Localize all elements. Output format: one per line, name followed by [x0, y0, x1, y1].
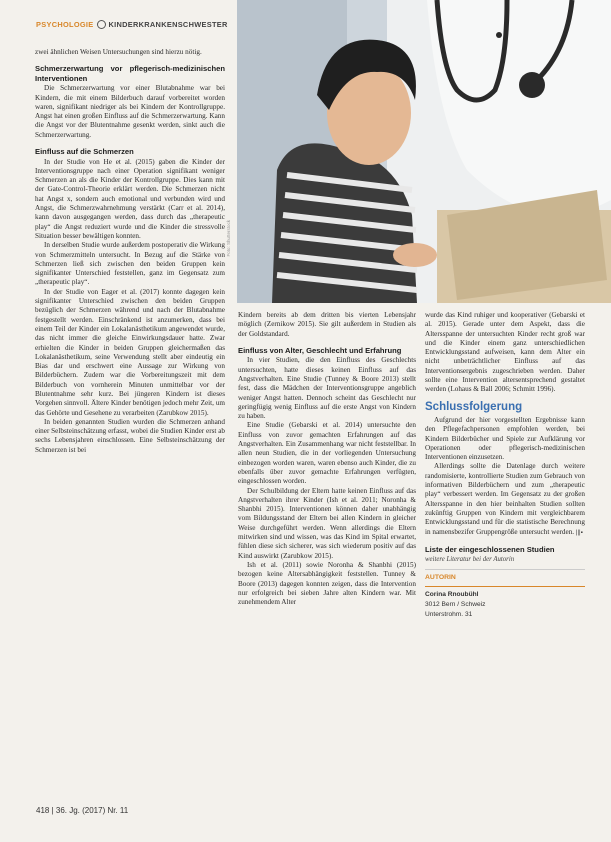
magazine-name: KINDERKRANKENSCHWESTER [108, 19, 228, 29]
photo-illustration [237, 0, 611, 303]
section-label: PSYCHOLOGIE [36, 19, 94, 29]
paragraph: In der Studie von Eager et al. (2017) konnte dagegen kein signifikanter Unterschied zwischen den beiden Gruppen bezüglich der Schmerzen während und nach der Blutabnahme festgestellt werden. Einschränkend ist anzumerken, dass bei einem Teil der Kinder ein Lokalanästhetikum angewendet wurde, das nicht immer die gleiche Einwirkungsdauer hatte. Zwar erhielten die Kinder in beiden Gruppen gleichermaßen das Lokalanästhetikum, seine Verwendung stellt aber eindeutig ein Bias dar und erschwert eine Aussage zur Wirkung von Bilderbüchern. Zudem war die Vorbereitungszeit mit dem Bilderbuch von vornherein Minuten unmittelbar vor der Blutentnahme sehr kurz. Bei jüngeren Kindern ist dieses Vorgehen sinnvoll. Ältere Kinder benötigen jedoch mehr Zeit, um das Gehörte und Gesehene zu verarbeiten (Zarubkow 2015). [35, 287, 225, 417]
paragraph: wurde das Kind ruhiger und kooperativer (Gebarski et al. 2015). Gerade unter dem Aspekt, dass die Altersspanne der untersuchten Kinder recht groß war und die Kinder einem ganz unterschiedlichen Entwicklungsstand aufweisen, kann dem Alter ein nicht unbeträchtlicher Einfluss auf das Interventionsergebnis zugeschrieben werden. Daher sollte eine Intervention altersentsprechend gestaltet werden (Lohaus & Ball 2006; Schmitt 1996). [425, 311, 585, 394]
column-2 [238, 311, 416, 607]
author-name: Corina Rnoubühl [425, 590, 479, 598]
paragraph: Aufgrund der hier vorgestellten Ergebnisse kann den Pflegefachpersonen empfohlen werden, bei Kindern Bilderbücher und Spiele zur Aufklärung vor Operationen oder pflegerisch-medizinischen Interventionen einzusetzen. [425, 415, 585, 462]
literature-note: weitere Literatur bei der Autorin [425, 556, 515, 564]
paragraph: Die Schmerzerwartung vor einer Blutabnahme war bei Kindern, die mit einem Bilderbuch darauf vorbereitet worden waren, signifikant niedriger als bei Kindern der Kontrollgruppe. Angst hat einen großen Einfluss auf die Schmerzerwartung. Kann die Angst vor der Blutentnahme gesenkt werden, sinkt auch die Schmerzerwartung. [35, 84, 225, 139]
paragraph [425, 462, 585, 537]
page-footer: 418 | 36. Jg. (2017) Nr. 11 [36, 806, 129, 815]
paragraph: Ish et al. (2011) sowie Noronha & Shanbhi (2015) bezogen keine Altersabhängigkeit feststellen. Tunney & Boore (2013) dagegen konnten zeigen, dass die Intervention nur erfolgreich bei sieben Jahre alten Kindern war. Mit zunehmendem Alter [238, 560, 416, 607]
paragraph: In derselben Studie wurde außerdem postoperativ die Wirkung von Schmerzmitteln untersucht. In Bezug auf die Stärke von Schmerzen ließ sich zwischen den beiden Gruppen kein signifikanter Unterschied feststellen, ganz im Gegensatz zum „therapeutic play“. [35, 241, 225, 287]
photo-credit: Foto: Shutterstock [226, 220, 231, 257]
paragraph: Kindern bereits ab dem dritten bis vierten Lebensjahr möglich (Zernikow 2015). Sie gilt außerdem in Studien als der Goldstandard. [238, 311, 416, 338]
paragraph: In beiden genannten Studien wurden die Schmerzen anhand einer Selbsteinschätzung erfasst, wobei die Studien Kinder erst ab sechs Lebensjahren einschlossen. Eine Selbsteinschätzung der Schmerzen ist bei [35, 417, 225, 454]
subheading-einfluss-schmerzen: Einfluss auf die Schmerzen [35, 147, 134, 157]
paragraph: In der Studie von He et al. (2015) gaben die Kinder der Interventionsgruppe nach einer Operation signifikant weniger Schmerzen an als die Kinder der Kontrollgruppe. Dies kann mit der Gate-Control-Theorie erklärt werden. Die Schmerzen nicht hat Angst x, sondern auch emotional und verbunden wird und Angst, die Schmerzwahrnehmung verstärkt (Carr et al. 2014), kann davon ausgegangen werden, dass durch das „therapeutic play“ die Angst reduziert wurde und die Kinder die stressvolle Situation besser bewältigen konnten. [35, 157, 225, 240]
column-3 [425, 311, 585, 620]
heading-schlussfolgerung: Schlussfolgerung [425, 400, 523, 413]
author-address: Unterstrohm. 31 [425, 610, 473, 618]
author-label: AUTORIN [425, 570, 585, 587]
paragraph-text: Allerdings sollte die Datenlage durch weitere randomisierte, kontrollierte Studien zum Gebrauch von informativen Bilderbüchern und zum „therapeutic play“ verbessert werden. Im Gegensatz zu der großen Altersspanne in den hier beinhalten Studien sollten zukünftig Gruppen von Kindern mit vergleichbarem Entwicklungsstand und für die statistische Berechnung in namensbezifer Gruppengröße untersucht werden. [425, 462, 585, 536]
author-address: 3012 Bern / Schweiz [425, 600, 486, 608]
paragraph: In vier Studien, die den Einfluss des Geschlechts untersuchten, hatte dieses keinen Einfluss auf das Angstverhalten. Eine Studie (Tunney & Boore 2013) stellt fest, dass die Mädchen der Interventionsgruppe angeblich weniger Angst hatten. Dennoch scheint das Geschlecht nur geringfügig wenig Einfluss auf die erste Angst von Kindern zu haben. [238, 356, 416, 421]
paragraph: Der Schulbildung der Eltern hatte keinen Einfluss auf das Angstverhalten ihrer Kinder (Ish et al. 2011; Noronha & Shanbhi 2015). Interventionen können daher unabhängig vom Bildungsstand der Eltern bei allen Kindern in gleicher Weise durchgeführt werden. Wenn allerdings die Eltern mitwirken sind und wissen, was das Kind im Spital erwartet, fühlen diese sich sicherer, was sich wiederum positiv auf das Kind auswirkt (Zarubkow 2015). [238, 486, 416, 560]
magazine-logo-icon [97, 20, 106, 29]
column-1 [35, 48, 225, 455]
subheading-alter-geschlecht: Einfluss von Alter, Geschlecht und Erfahrung [238, 345, 402, 355]
paragraph: Eine Studie (Gebarski et al. 2014) untersuchte den Einfluss von zuvor gemachten Erfahrungen auf das Angstverhalten. Ein Zusammenhang war nicht feststellbar. In allen neun Studien, die in der vorliegenden Untersuchung einbezogen worden waren, waren ebenso auch Kinder, die zu ebenfalls über zuvor gemachte Erfahrungen verfügten, eingeschlossen worden. [238, 421, 416, 486]
subheading-schmerzerwartung: Schmerzerwartung vor pflegerisch-medizinischen Interventionen [35, 64, 225, 83]
author-box [425, 569, 585, 620]
page-header [36, 16, 236, 32]
paragraph: zwei ähnlichen Weisen Untersuchungen sind hierzu nötig. [35, 48, 202, 56]
subheading-studienliste: Liste der eingeschlossenen Studien [425, 544, 555, 554]
article-photo [237, 0, 611, 303]
end-mark-icon: |||▪ [575, 529, 583, 536]
